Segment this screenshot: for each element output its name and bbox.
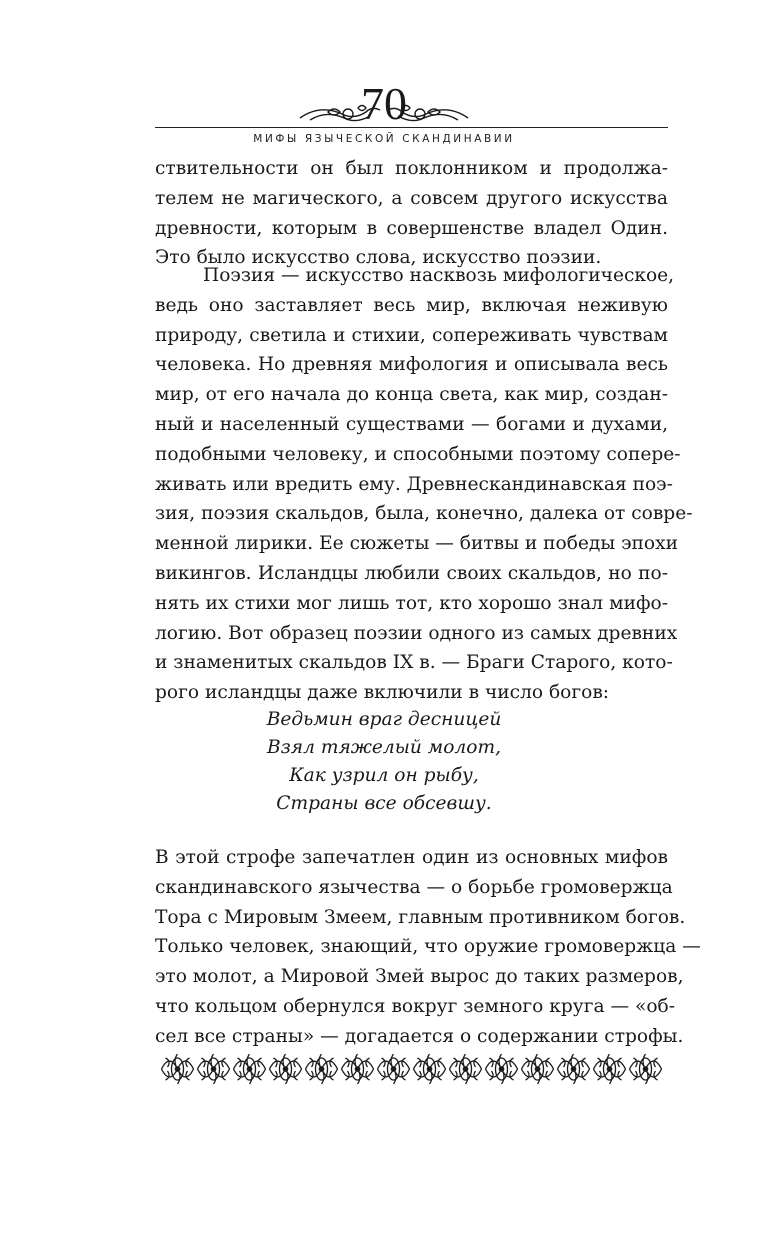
text-line: что кольцом обернулся вокруг земного круга — «об-: [155, 995, 676, 1017]
poem-line: Ведьмин враг десницей: [266, 709, 502, 730]
text-line: Поэзия — искусство насквозь мифологическое,: [203, 265, 675, 286]
knot-motif: [306, 1054, 338, 1084]
knot-motif: [594, 1054, 626, 1084]
text-line: это молот, а Мировой Змей вырос до таких размеров,: [155, 966, 684, 988]
knot-motif: [342, 1054, 374, 1084]
knotwork-border-ornament-icon: [155, 1050, 668, 1088]
text-line: живать или вредить ему. Древнескандинавская поэ-: [155, 473, 673, 495]
text-line: ствительности он был поклонником и продолжа-: [155, 158, 668, 179]
knot-motif: [162, 1054, 194, 1084]
text-line: и знаменитых скальдов IX в. — Браги Старого, кото-: [155, 652, 673, 674]
knot-motif: [234, 1054, 266, 1084]
paragraph-2: [155, 261, 693, 708]
text-line: скандинавского язычества — о борьбе громовержца: [155, 876, 673, 898]
knot-motif: [414, 1054, 446, 1084]
text-line: телем не магического, а совсем другого искусства: [155, 187, 668, 209]
page-number: 70: [361, 78, 407, 129]
knot-motif: [522, 1054, 554, 1084]
text-line: логию. Вот образец поэзии одного из самых древних: [155, 622, 678, 644]
running-head: МИФЫ ЯЗЫЧЕСКОЙ СКАНДИНАВИИ: [253, 133, 515, 145]
text-line: рого исландцы даже включили в число богов:: [155, 682, 610, 704]
header-rule: [155, 127, 668, 128]
paragraph-3: [155, 843, 701, 1052]
text-line: зия, поэзия скальдов, была, конечно, далека от совре-: [155, 503, 693, 525]
text-line: Это было искусство слова, искусство поэзии.: [155, 247, 602, 269]
text-line: ведь оно заставляет весь мир, включая неживую: [155, 294, 668, 316]
knot-motif: [378, 1054, 410, 1084]
text-line: древности, которым в совершенстве владел Один.: [155, 217, 668, 239]
text-line: Только человек, знающий, что оружие громовержца —: [155, 936, 701, 958]
knot-motif: [450, 1054, 482, 1084]
poem-line: Взял тяжелый молот,: [266, 737, 501, 758]
text-line: нять их стихи мог лишь тот, кто хорошо знал мифо-: [155, 592, 668, 614]
knot-motif: [630, 1054, 662, 1084]
text-line: ный и населенный существами — богами и духами,: [155, 413, 668, 435]
text-line: человека. Но древняя мифология и описывала весь: [155, 354, 668, 376]
paragraph-1: [155, 154, 668, 273]
text-line: природу, светила и стихии, сопереживать чувствам: [155, 324, 668, 346]
knotwork-header-ornament-icon: [290, 98, 478, 128]
knot-motif: [198, 1054, 230, 1084]
text-line: Тора с Мировым Змеем, главным противником богов.: [155, 906, 686, 928]
text-line: В этой строфе запечатлен один из основных мифов: [155, 847, 668, 868]
knot-motif: [558, 1054, 590, 1084]
text-line: подобными человеку, и способными поэтому сопере-: [155, 443, 681, 465]
text-line: мир, от его начала до конца света, как мир, создан-: [155, 384, 669, 406]
knot-motif: [486, 1054, 518, 1084]
poem-stanza: [0, 706, 768, 818]
text-line: менной лирики. Ее сюжеты — битвы и победы эпохи: [155, 533, 678, 555]
knot-motif: [270, 1054, 302, 1084]
text-line: викингов. Исландцы любили своих скальдов, но по-: [155, 562, 668, 584]
text-line: сел все страны» — догадается о содержании строфы.: [155, 1025, 684, 1047]
poem-line: Страны все обсевшу.: [276, 793, 492, 814]
poem-line: Как узрил он рыбу,: [289, 765, 479, 786]
